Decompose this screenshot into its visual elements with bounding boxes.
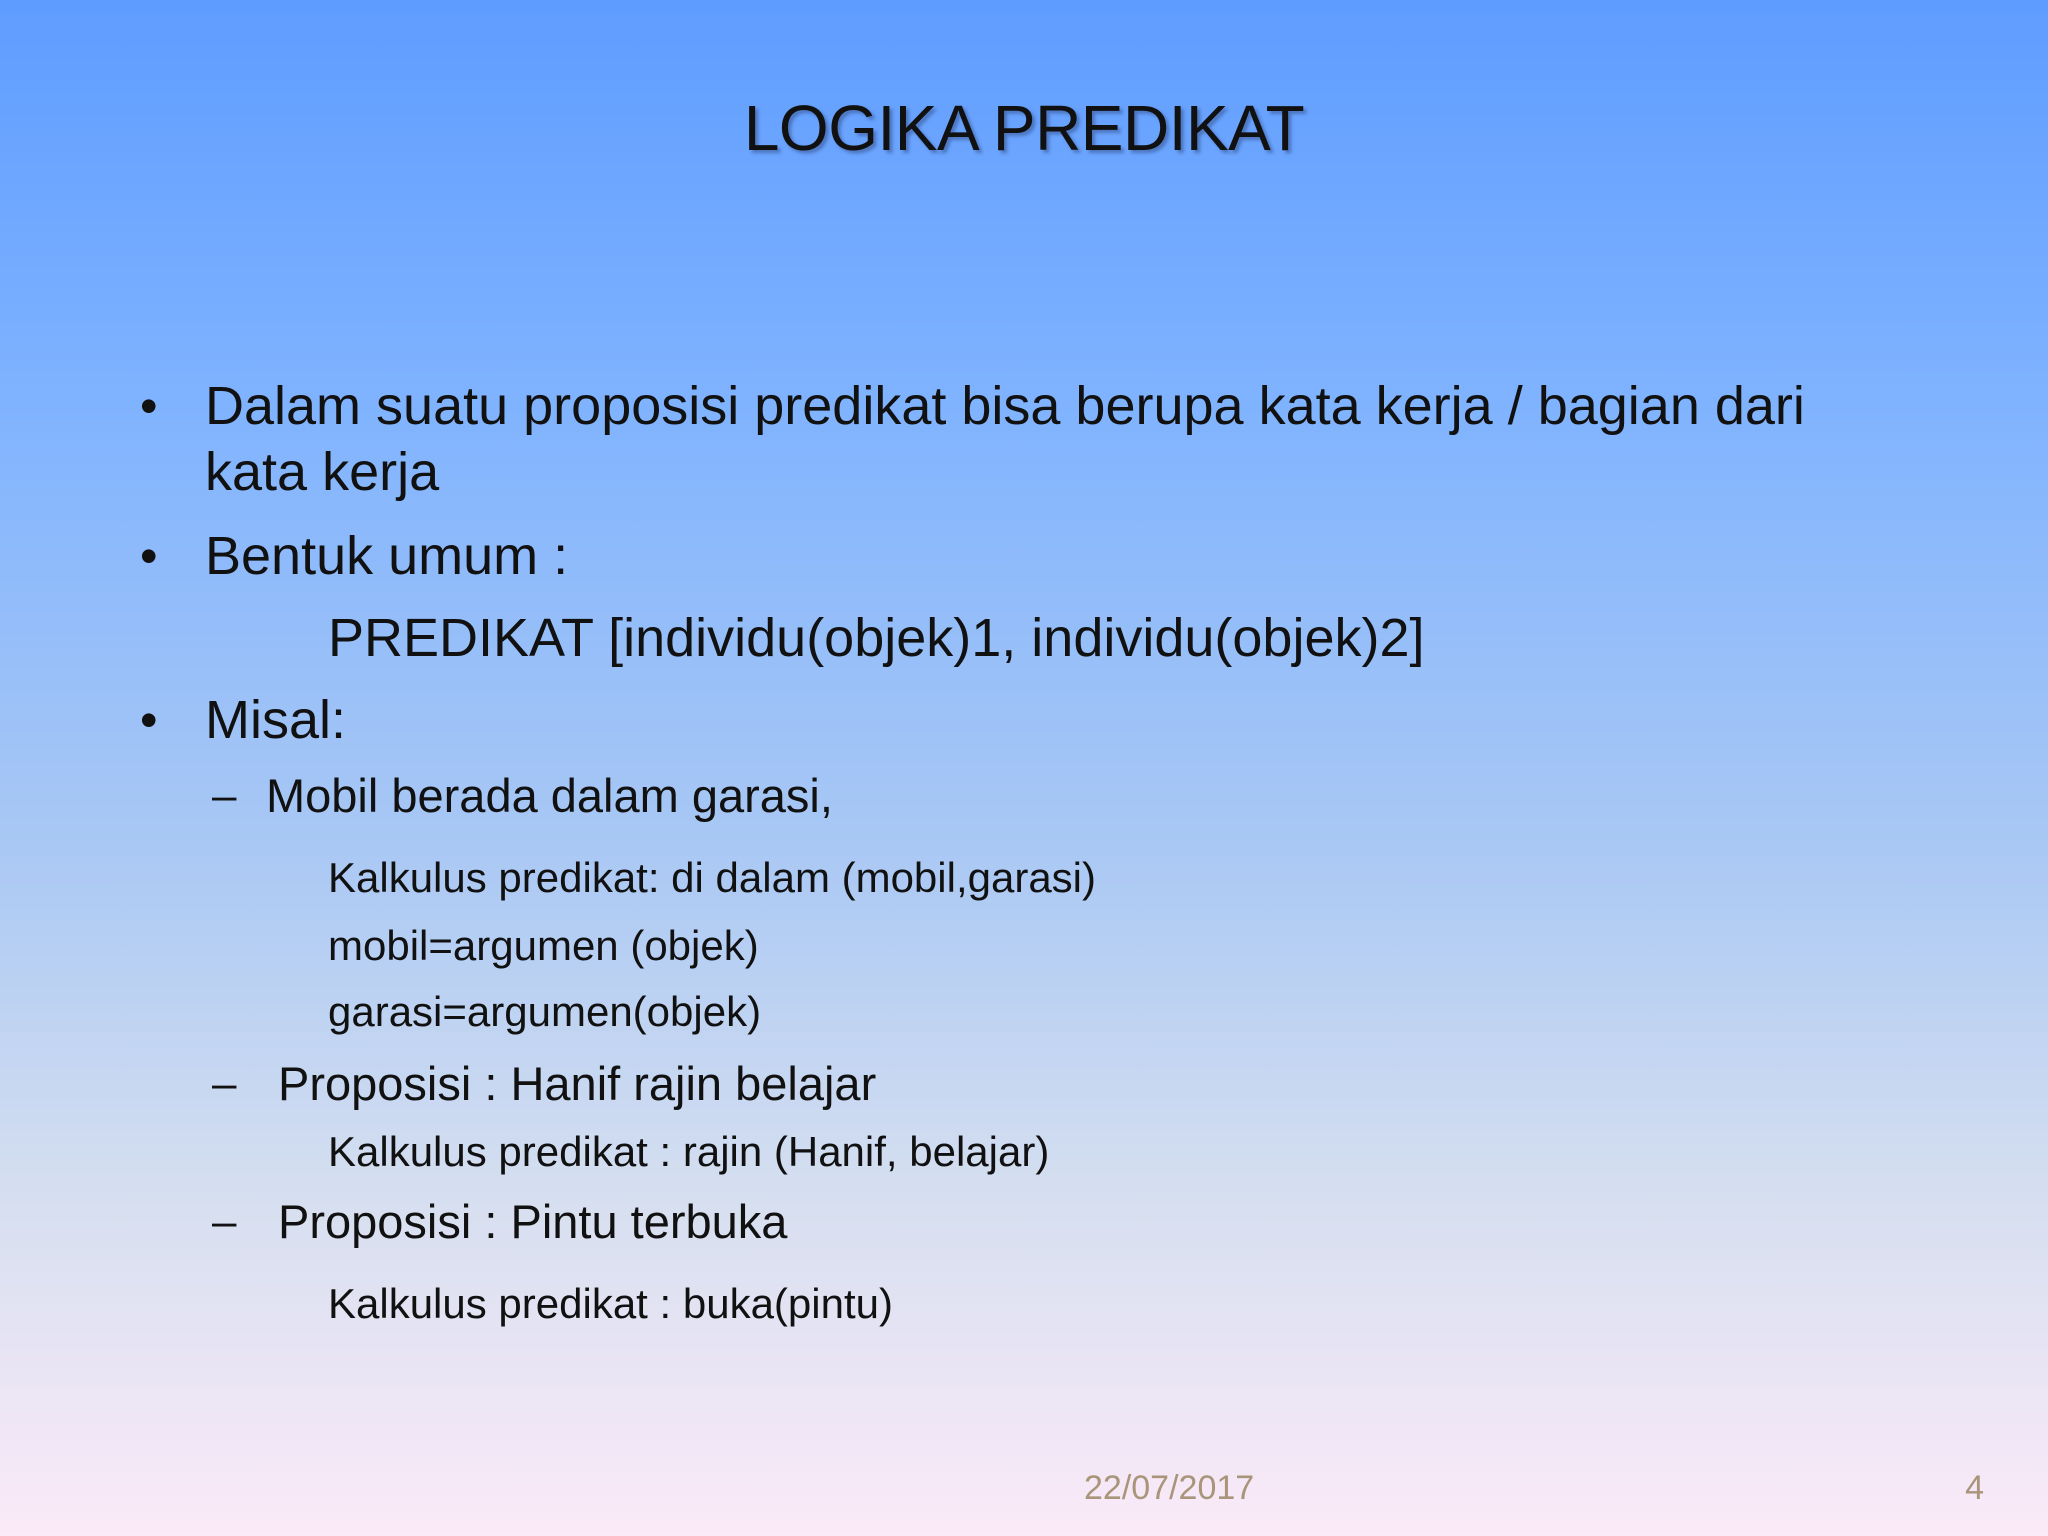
example-1-heading: Mobil berada dalam garasi, — [266, 769, 833, 822]
general-form-formula: PREDIKAT [individu(objek)1, individu(objek)2] — [328, 608, 1425, 668]
slide-number: 4 — [1965, 1469, 1984, 1507]
dash-marker: – — [212, 771, 237, 820]
example-3-detail: Kalkulus predikat : buka(pintu) — [328, 1280, 893, 1327]
dash-marker: – — [212, 1197, 237, 1246]
dash-marker: – — [212, 1059, 237, 1108]
bullet-2-text: Bentuk umum : — [205, 526, 569, 586]
slide-title: LOGIKA PREDIKAT — [743, 92, 1305, 164]
bullet-1-text-line-1: Dalam suatu proposisi predikat bisa berupa kata kerja / bagian dari — [205, 376, 1805, 436]
bullet-marker: • — [140, 378, 158, 434]
bullet-marker: • — [140, 692, 158, 748]
example-2-detail: Kalkulus predikat : rajin (Hanif, belajar) — [328, 1128, 1050, 1175]
example-1-detail-3: garasi=argumen(objek) — [328, 988, 762, 1035]
bullet-3-text: Misal: — [205, 690, 347, 750]
example-1-detail-2: mobil=argumen (objek) — [328, 922, 759, 969]
example-1-detail-1: Kalkulus predikat: di dalam (mobil,garasi) — [328, 854, 1096, 901]
example-2-heading: Proposisi : Hanif rajin belajar — [278, 1057, 877, 1110]
bullet-marker: • — [140, 528, 158, 584]
example-3-heading: Proposisi : Pintu terbuka — [278, 1195, 788, 1248]
bullet-1-text-line-2: kata kerja — [205, 442, 440, 502]
footer-date: 22/07/2017 — [1084, 1469, 1255, 1507]
